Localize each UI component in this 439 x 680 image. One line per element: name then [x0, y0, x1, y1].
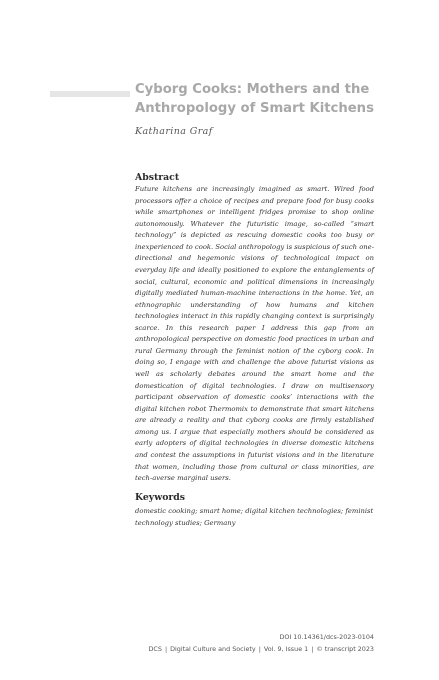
copyright-notice: © transcript 2023 [316, 645, 374, 653]
footer-separator: | [258, 645, 261, 653]
journal-abbreviation: DCS [148, 645, 162, 653]
abstract-heading: Abstract [135, 172, 180, 183]
abstract-text: Future kitchens are increasingly imagined as smart. Wired food processors offer a choice of recipes and prepare food for busy cooks while smartphones or intelligent fridges promise to shop online autonomously. Whatever the futuristic image, so-called “smart technology” is depicted as rescuing domestic cooks too busy or inexperienced to cook. Social anthropology is suspicious of such one-directional and hegemonic visions of technological impact on everyday life and ideally positioned to explore the entanglements of social, cultural, economic and political dimensions in increasingly digitally mediated human-machine interactions in the home. Yet, an ethnographic understanding of how humans and kitchen technologies interact in this rapidly changing context is surprisingly scarce. In this research paper I address this gap from an anthropological perspective on domestic food practices in urban and rural Germany through the feminist notion of the cyborg cook. In doing so, I engage with and challenge the above futurist visions as well as scholarly debates around the smart home and the domestication of digital technologies. I draw on multisensory participant observation of domestic cooks’ interactions with the digital kitchen robot Thermomix to demonstrate that smart kitchens are already a reality and that cyborg cooks are firmly established among us. I argue that especially mothers should be considered as early adopters of digital technologies in diverse domestic kitchens and contest the assumptions in futurist visions and in the literature that women, including those from cultural or class minorities, are tech-averse marginal users. [135, 185, 374, 483]
article-author: Katharina Graf [135, 126, 213, 137]
title-accent-bar [50, 91, 130, 97]
volume-issue: Vol. 9, Issue 1 [263, 645, 309, 653]
doi-line: DOI 10.14361/dcs-2023-0104 [279, 633, 374, 641]
keywords-text: domestic cooking; smart home; digital kitchen technologies; feminist technology studies; Germany [135, 507, 374, 527]
journal-name: Digital Culture and Society [170, 645, 256, 653]
keywords-heading: Keywords [135, 492, 186, 503]
footer-separator: | [311, 645, 314, 653]
article-title: Cyborg Cooks: Mothers and the Anthropology of Smart Kitchens [135, 82, 374, 116]
journal-info-line [148, 645, 374, 653]
footer-separator: | [164, 645, 168, 653]
